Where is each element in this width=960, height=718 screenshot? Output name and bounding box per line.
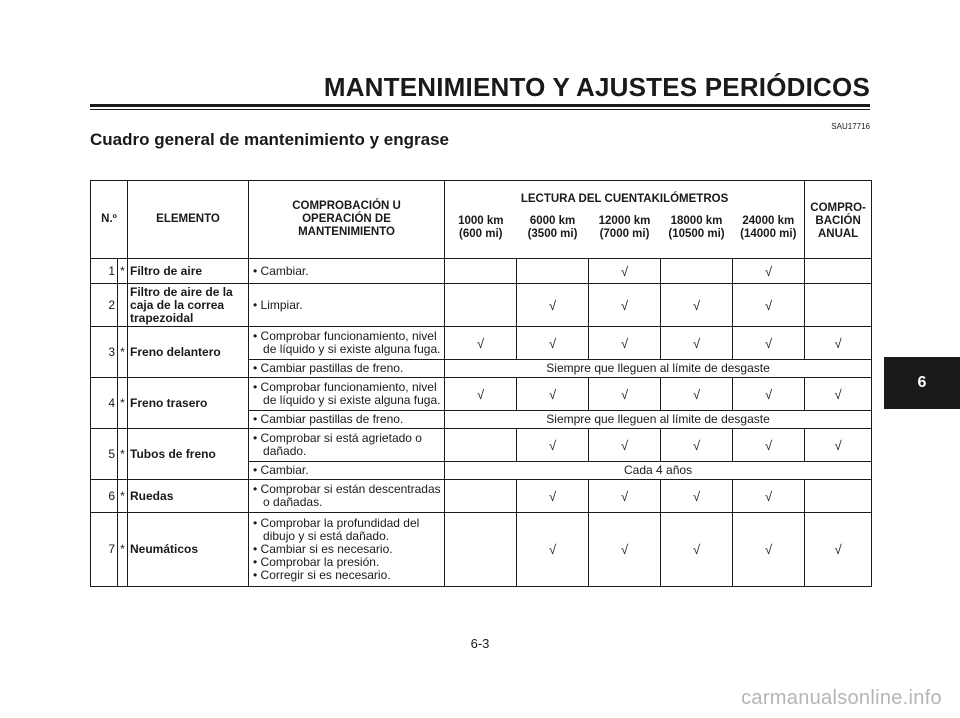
row-action: • Comprobar funcionamiento, nivel de líquido y si existe alguna fuga. [249,378,445,411]
header-check: COMPROBACIÓN U OPERACIÓN DE MANTENIMIENTO [249,181,445,259]
row-asterisk: * [118,259,128,284]
row-asterisk: * [118,513,128,587]
row-number: 6 [91,480,118,513]
interval-note: Siempre que lleguen al límite de desgaste [445,360,872,378]
row-action: • Comprobar si está agrietado o dañado. [249,429,445,462]
row-element: Neumáticos [128,513,249,587]
check-mark: √ [733,480,805,513]
row-element: Filtro de aire de la caja de la correa trapezoidal [128,284,249,327]
header-interval-5: 24000 km (14000 mi) [733,211,805,259]
check-mark: √ [733,284,805,327]
check-cell [517,259,589,284]
table-row [91,480,872,513]
row-number: 1 [91,259,118,284]
check-cell [445,480,517,513]
row-number: 2 [91,284,118,327]
row-element: Freno trasero [128,378,249,429]
chapter-tab: 6 [884,357,960,409]
check-mark: √ [733,429,805,462]
row-number: 7 [91,513,118,587]
check-mark: √ [661,480,733,513]
check-cell [445,259,517,284]
table-row [91,378,872,411]
check-cell [445,284,517,327]
row-action: • Limpiar. [249,284,445,327]
page-number: 6-3 [470,636,490,651]
table-row [91,513,872,587]
check-mark: √ [589,480,661,513]
check-mark: √ [661,284,733,327]
check-mark: √ [517,480,589,513]
interval-note: Siempre que lleguen al límite de desgaste [445,411,872,429]
header-interval-1: 1000 km (600 mi) [445,211,517,259]
row-action: • Comprobar la profundidad del dibujo y si está dañado. • Cambiar si es necesario. • Comprobar la presión. • Corregir si es necesario. [249,513,445,587]
check-mark: √ [733,378,805,411]
check-mark: √ [661,429,733,462]
table-row [91,259,872,284]
section-code: SAU17716 [831,122,870,131]
check-mark: √ [589,378,661,411]
header-odometer: LECTURA DEL CUENTAKILÓMETROS [445,181,805,211]
check-mark: √ [445,327,517,360]
row-number: 3 [91,327,118,378]
header-interval-3: 12000 km (7000 mi) [589,211,661,259]
header-interval-2: 6000 km (3500 mi) [517,211,589,259]
check-mark: √ [661,513,733,587]
row-element: Freno delantero [128,327,249,378]
check-mark: √ [805,327,872,360]
header-no: N.º [91,181,128,259]
check-cell [661,259,733,284]
check-mark: √ [517,284,589,327]
header-interval-4: 18000 km (10500 mi) [661,211,733,259]
row-asterisk: * [118,480,128,513]
check-mark: √ [805,378,872,411]
row-action: • Cambiar pastillas de freno. [249,411,445,429]
row-action: • Comprobar si están descentradas o dañadas. [249,480,445,513]
header-rule [90,104,870,107]
row-action: • Cambiar pastillas de freno. [249,360,445,378]
section-title: Cuadro general de mantenimiento y engrase [90,130,449,149]
header-annual: COMPRO- BACIÓN ANUAL [805,181,872,259]
check-mark: √ [517,513,589,587]
check-mark: √ [517,327,589,360]
row-action: • Cambiar. [249,462,445,480]
check-mark: √ [589,327,661,360]
row-element: Tubos de freno [128,429,249,480]
check-cell [805,259,872,284]
row-element: Ruedas [128,480,249,513]
check-cell [805,284,872,327]
table-row [91,284,872,327]
check-mark: √ [733,259,805,284]
table-row [91,429,872,462]
check-mark: √ [517,429,589,462]
row-number: 4 [91,378,118,429]
page-header-title: MANTENIMIENTO Y AJUSTES PERIÓDICOS [323,72,870,102]
check-mark: √ [661,327,733,360]
row-asterisk [118,284,128,327]
header-rule-thin [90,109,870,110]
check-mark: √ [445,378,517,411]
check-cell [445,513,517,587]
table-row [91,327,872,360]
row-asterisk: * [118,429,128,480]
header-element: ELEMENTO [128,181,249,259]
check-mark: √ [733,327,805,360]
check-mark: √ [589,429,661,462]
row-action: • Comprobar funcionamiento, nivel de líquido y si existe alguna fuga. [249,327,445,360]
watermark: carmanualsonline.info [741,687,942,709]
row-asterisk: * [118,378,128,429]
row-action: • Cambiar. [249,259,445,284]
check-mark: √ [517,378,589,411]
check-mark: √ [589,284,661,327]
check-mark: √ [661,378,733,411]
row-number: 5 [91,429,118,480]
interval-note: Cada 4 años [445,462,872,480]
row-asterisk: * [118,327,128,378]
check-mark: √ [805,429,872,462]
maintenance-table [90,180,872,587]
check-mark: √ [805,513,872,587]
row-element: Filtro de aire [128,259,249,284]
check-cell [805,480,872,513]
check-mark: √ [589,259,661,284]
check-cell [445,429,517,462]
check-mark: √ [589,513,661,587]
check-mark: √ [733,513,805,587]
